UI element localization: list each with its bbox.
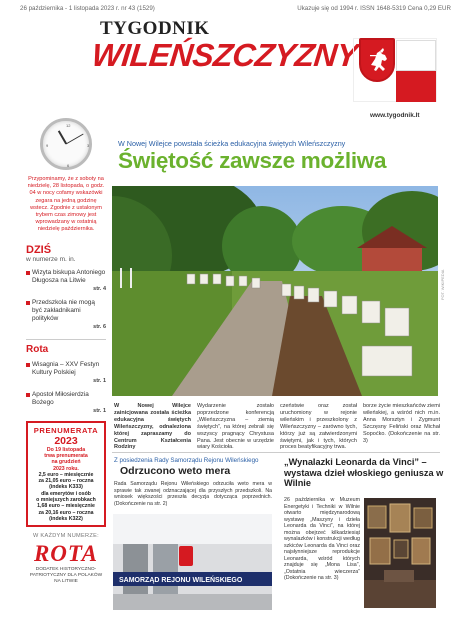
subscription-line: 1,68 euro – miesięcznie xyxy=(37,503,95,510)
subscription-year: 2023 xyxy=(54,434,78,447)
article-column xyxy=(114,403,191,451)
subscription-line: (indeks K333) xyxy=(49,484,83,491)
subscription-box xyxy=(26,421,106,528)
toc-item-text: Wizyta biskupa Antoniego Długosza na Litwie xyxy=(32,268,106,284)
exhibition-room-image xyxy=(364,498,436,608)
subscription-line: za 21,05 euro – roczna xyxy=(38,478,94,485)
subscription-line: za 20,16 euro – roczna xyxy=(38,509,94,516)
davinci-article-headline[interactable]: „Wynalazki Leonarda da Vinci” – wystawa dzieł włoskiego geniusza w Wilnie xyxy=(284,457,444,488)
issue-meta-line xyxy=(20,3,451,15)
subscription-line: Do 19 listopada xyxy=(46,446,86,453)
main-article-photo xyxy=(112,186,438,396)
rota-logo: ROTA xyxy=(33,541,99,567)
dzis-title: DZIŚ xyxy=(26,243,52,256)
subscription-line: (indeks K322) xyxy=(49,515,83,522)
time-change-note: Przypominamy, że z soboty na niedzielę, 28 listopada, o godz. 04 w nocy cofamy wskazówki zegara na jedną godzinę wstecz. Zgodnie z ustalonym trybem czas zimowy jest wprowadzany w ostatnią niedzielę października. xyxy=(27,176,105,233)
council-building-image xyxy=(113,514,272,610)
main-headline[interactable]: Świętość zawsze możliwa xyxy=(118,148,387,173)
photo-credit: FOT. WIKIPEDIA xyxy=(440,269,445,300)
davinci-article-body: 26 października w Muzeum Energetyki i Techniki w Wilnie otwarto międzynarodową wystawę „Maszyny i dzieła Leonarda da Vinci”, na której można obejrzeć kilkadziesiąt wynalazków i konstrukcji według szkiców Leonarda da Vinci oraz najsłynniejsze reprodukcje Leonarda, wśród których znajduje się „Mona Lisa”, „Ostatnia wieczerza” (Dokończenie na str. 3) xyxy=(284,497,360,581)
left-sidebar xyxy=(26,118,106,585)
rota-description: DODATEK HISTORYCZNO-PATRIOTYCZNY DLA POLAKÓW NA LITWIE xyxy=(29,567,103,585)
subscription-title: PRENUMERATA xyxy=(33,425,99,435)
section-divider xyxy=(112,452,440,453)
pogon-coat-of-arms-icon xyxy=(359,38,395,82)
main-article-text xyxy=(114,403,440,451)
toc-item-page: str. 4 xyxy=(93,285,106,292)
article-column: borze życie mieszkańców ziemi wileńskiej, a wśród nich m.in. Anna Morsztyn i Zygmunt Szczęsny Feliński oraz Michał Sopoćko. (Dokończenie na str. 3) xyxy=(363,403,440,444)
subscription-line: na grudzień xyxy=(51,459,81,466)
council-article-kicker: Z posiedzenia Rady Samorządu Rejonu Wileńskiego xyxy=(114,457,259,464)
subscription-line: 2,5 euro – miesięcznie xyxy=(38,471,94,478)
article-column: czeństwie oraz został uruchomiony w rejonie wileńskim i przeszkolony z Wileńszczyzny – zarówno tych, którzy już są zatwierdzonymi świętymi, jak i tych, których proces beatyfikacyjny trwa. xyxy=(280,403,357,451)
masthead-tygodnik: TYGODNIK xyxy=(100,18,210,39)
toc-item-text: Wisagnia – XXV Festyn Kultury Polskiej xyxy=(32,360,100,376)
toc-item[interactable] xyxy=(26,269,106,293)
toc-item-text: Przedszkola nie mogą być zakładnikami polityków xyxy=(32,298,95,322)
toc-item[interactable] xyxy=(26,299,106,331)
davinci-exhibition-photo xyxy=(364,498,436,608)
rota-toc-item[interactable] xyxy=(26,361,106,385)
knight-icon xyxy=(367,47,391,73)
toc-item-page: str. 1 xyxy=(93,377,106,384)
subscription-line: dla emerytów i osób xyxy=(41,490,91,497)
masthead-wilenszczyzny: WILEŃSZCZYZNY xyxy=(90,37,360,73)
council-sign-text: SAMORZĄD REJONU WILEŃSKIEGO xyxy=(119,577,243,584)
toc-item-page: str. 1 xyxy=(93,407,106,414)
article-column: Wydarzenie zostało poprzedzone konferencją „Wileńszczyzna – ziemią świętych”, na której zebrali się wszyscy pragnący Chrystusa Pana. Jest obecnie w urzędzie wiary Kościoła. xyxy=(197,403,274,451)
council-article-headline[interactable]: Odrzucono weto mera xyxy=(120,465,231,477)
article-lead: W Nowej Wilejce zainicjowana została ścieżka edukacyjna świętych Wileńszczyzny, odnaleziona której zapraszamy do Centrum Kształcenia Rodziny xyxy=(114,403,191,451)
toc-item-text: Apostoł Miłosierdzia Bożego xyxy=(32,390,89,406)
toc-item-page: str. 6 xyxy=(93,323,106,330)
publish-info: Ukazuje się od 1994 r. ISSN 1648-5319 Cena 0,29 EUR xyxy=(297,5,451,12)
issue-date: 26 października - 1 listopada 2023 r. nr 43 (1529) xyxy=(20,5,155,12)
clock-icon: 12 3 6 9 xyxy=(40,118,92,170)
main-article-kicker: W Nowej Wilejce powstała ścieżka edukacyjna świętych Wileńszczyzny xyxy=(118,139,346,148)
council-building-photo xyxy=(113,514,272,610)
subscription-line: trwa prenumerata xyxy=(44,452,88,459)
subscription-line: 2023 roku. xyxy=(53,465,79,472)
council-article-body: Rada Samorządu Rejonu Wileńskiego odrzuciła weto mera w sprawie tak zwanej odznaczającej dla przyszłych przedszkoli. Na wniosek większości przeszła decyzja dotycząca poprzednich. (Dokończenie na str. 2) xyxy=(114,481,272,507)
rota-section-title: Rota xyxy=(26,339,106,355)
polish-flag-icon xyxy=(396,40,436,102)
dzis-subtitle: w numerze m. in. xyxy=(26,255,76,263)
subscription-line: o mniejszych zarobkach xyxy=(36,497,96,503)
path-with-plaques-image xyxy=(112,186,438,396)
rota-toc-item[interactable] xyxy=(26,391,106,415)
every-issue-label: W KAŻDYM NUMERZE: xyxy=(32,533,99,540)
subscription-details xyxy=(30,447,102,523)
website-link[interactable]: www.tygodnik.lt xyxy=(370,112,420,119)
